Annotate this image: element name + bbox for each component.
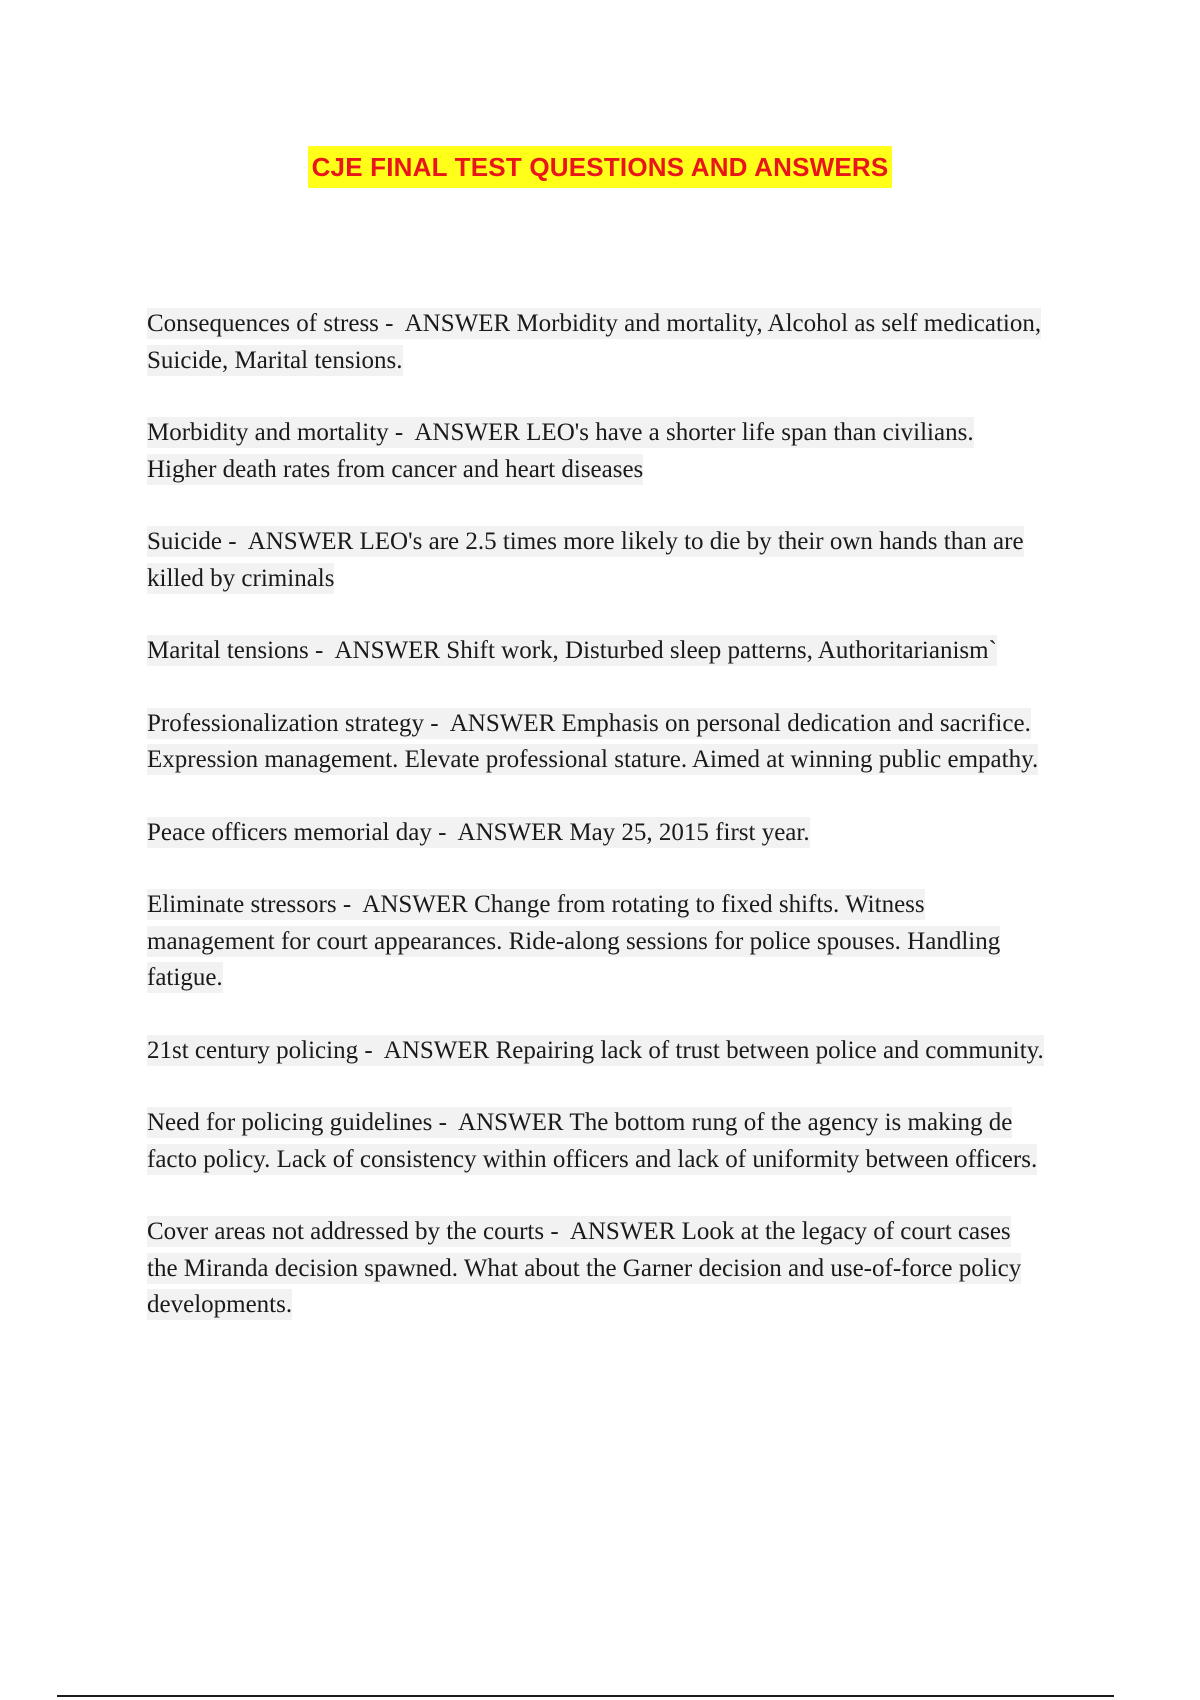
answer-text: LEO's are 2.5 times more likely to die by their own hands than are killed by criminals xyxy=(147,528,1024,592)
question-text: Peace officers memorial day xyxy=(147,818,432,846)
answer-text: Morbidity and mortality, Alcohol as self medication, Suicide, Marital tensions. xyxy=(147,310,1042,374)
answer-text: May 25, 2015 first year. xyxy=(569,818,810,846)
qa-text xyxy=(147,889,1000,993)
qa-item xyxy=(147,887,1047,997)
answer-label: ANSWER xyxy=(457,818,564,846)
separator: - xyxy=(308,637,335,664)
question-text: Suicide xyxy=(147,528,222,555)
answer-label: ANSWER xyxy=(247,528,354,555)
question-text: Morbidity and mortality xyxy=(147,419,389,446)
separator: - xyxy=(432,1109,459,1136)
separator: - xyxy=(336,891,363,918)
question-text: Marital tensions xyxy=(147,637,309,664)
answer-text: Change from rotating to fixed shifts. Witness management for court appearances. Ride-along sessions for police spouses. Handling fatigue. xyxy=(147,891,1001,991)
qa-item xyxy=(147,415,1047,488)
qa-list xyxy=(147,306,1047,1360)
answer-text: Emphasis on personal dedication and sacrifice. Expression management. Elevate professional stature. Aimed at winning public empathy. xyxy=(147,709,1039,773)
separator: - xyxy=(544,1218,570,1245)
question-text: 21st century policing xyxy=(147,1036,359,1064)
title-container xyxy=(0,146,1200,188)
answer-text: Shift work, Disturbed sleep patterns, Authoritarianism` xyxy=(446,637,997,664)
qa-text xyxy=(147,708,1038,776)
qa-item xyxy=(147,1033,1047,1070)
document-title: CJE FINAL TEST QUESTIONS AND ANSWERS xyxy=(308,146,893,188)
qa-text xyxy=(147,417,974,485)
qa-text xyxy=(147,1035,1044,1066)
answer-label: ANSWER xyxy=(458,1109,564,1136)
answer-label: ANSWER xyxy=(569,1218,676,1245)
separator: - xyxy=(378,310,405,337)
answer-label: ANSWER xyxy=(362,891,468,918)
qa-text xyxy=(147,817,810,848)
answer-label: ANSWER xyxy=(383,1036,490,1064)
answer-label: ANSWER xyxy=(334,637,441,664)
separator: - xyxy=(424,709,450,737)
qa-text xyxy=(147,308,1041,376)
separator: - xyxy=(222,528,248,555)
answer-label: ANSWER xyxy=(404,310,511,337)
answer-text: The bottom rung of the agency is making de facto policy. Lack of consistency within officers and lack of uniformity between officers. xyxy=(147,1109,1038,1173)
qa-item xyxy=(147,1214,1047,1324)
question-text: Professionalization strategy xyxy=(147,709,425,737)
qa-item xyxy=(147,306,1047,379)
answer-label: ANSWER xyxy=(449,709,556,737)
qa-item xyxy=(147,633,1047,670)
separator: - xyxy=(358,1036,384,1064)
question-text: Consequences of stress xyxy=(147,310,379,337)
separator: - xyxy=(431,818,458,846)
qa-item xyxy=(147,706,1047,779)
footer-divider xyxy=(57,1695,1114,1697)
qa-text xyxy=(147,526,1024,594)
answer-text: Repairing lack of trust between police and community. xyxy=(495,1036,1044,1064)
answer-text: LEO's have a shorter life span than civilians. Higher death rates from cancer and heart diseases xyxy=(147,419,974,483)
separator: - xyxy=(388,419,415,446)
question-text: Cover areas not addressed by the courts xyxy=(147,1218,545,1245)
answer-label: ANSWER xyxy=(414,419,520,446)
answer-text: Look at the legacy of court cases the Miranda decision spawned. What about the Garner decision and use-of-force policy developments. xyxy=(147,1218,1022,1318)
question-text: Need for policing guidelines xyxy=(147,1109,433,1136)
qa-text xyxy=(147,1216,1021,1320)
qa-item xyxy=(147,1105,1047,1178)
question-text: Eliminate stressors xyxy=(147,891,337,918)
qa-item xyxy=(147,524,1047,597)
qa-item xyxy=(147,815,1047,852)
qa-text xyxy=(147,635,997,666)
qa-text xyxy=(147,1107,1037,1175)
